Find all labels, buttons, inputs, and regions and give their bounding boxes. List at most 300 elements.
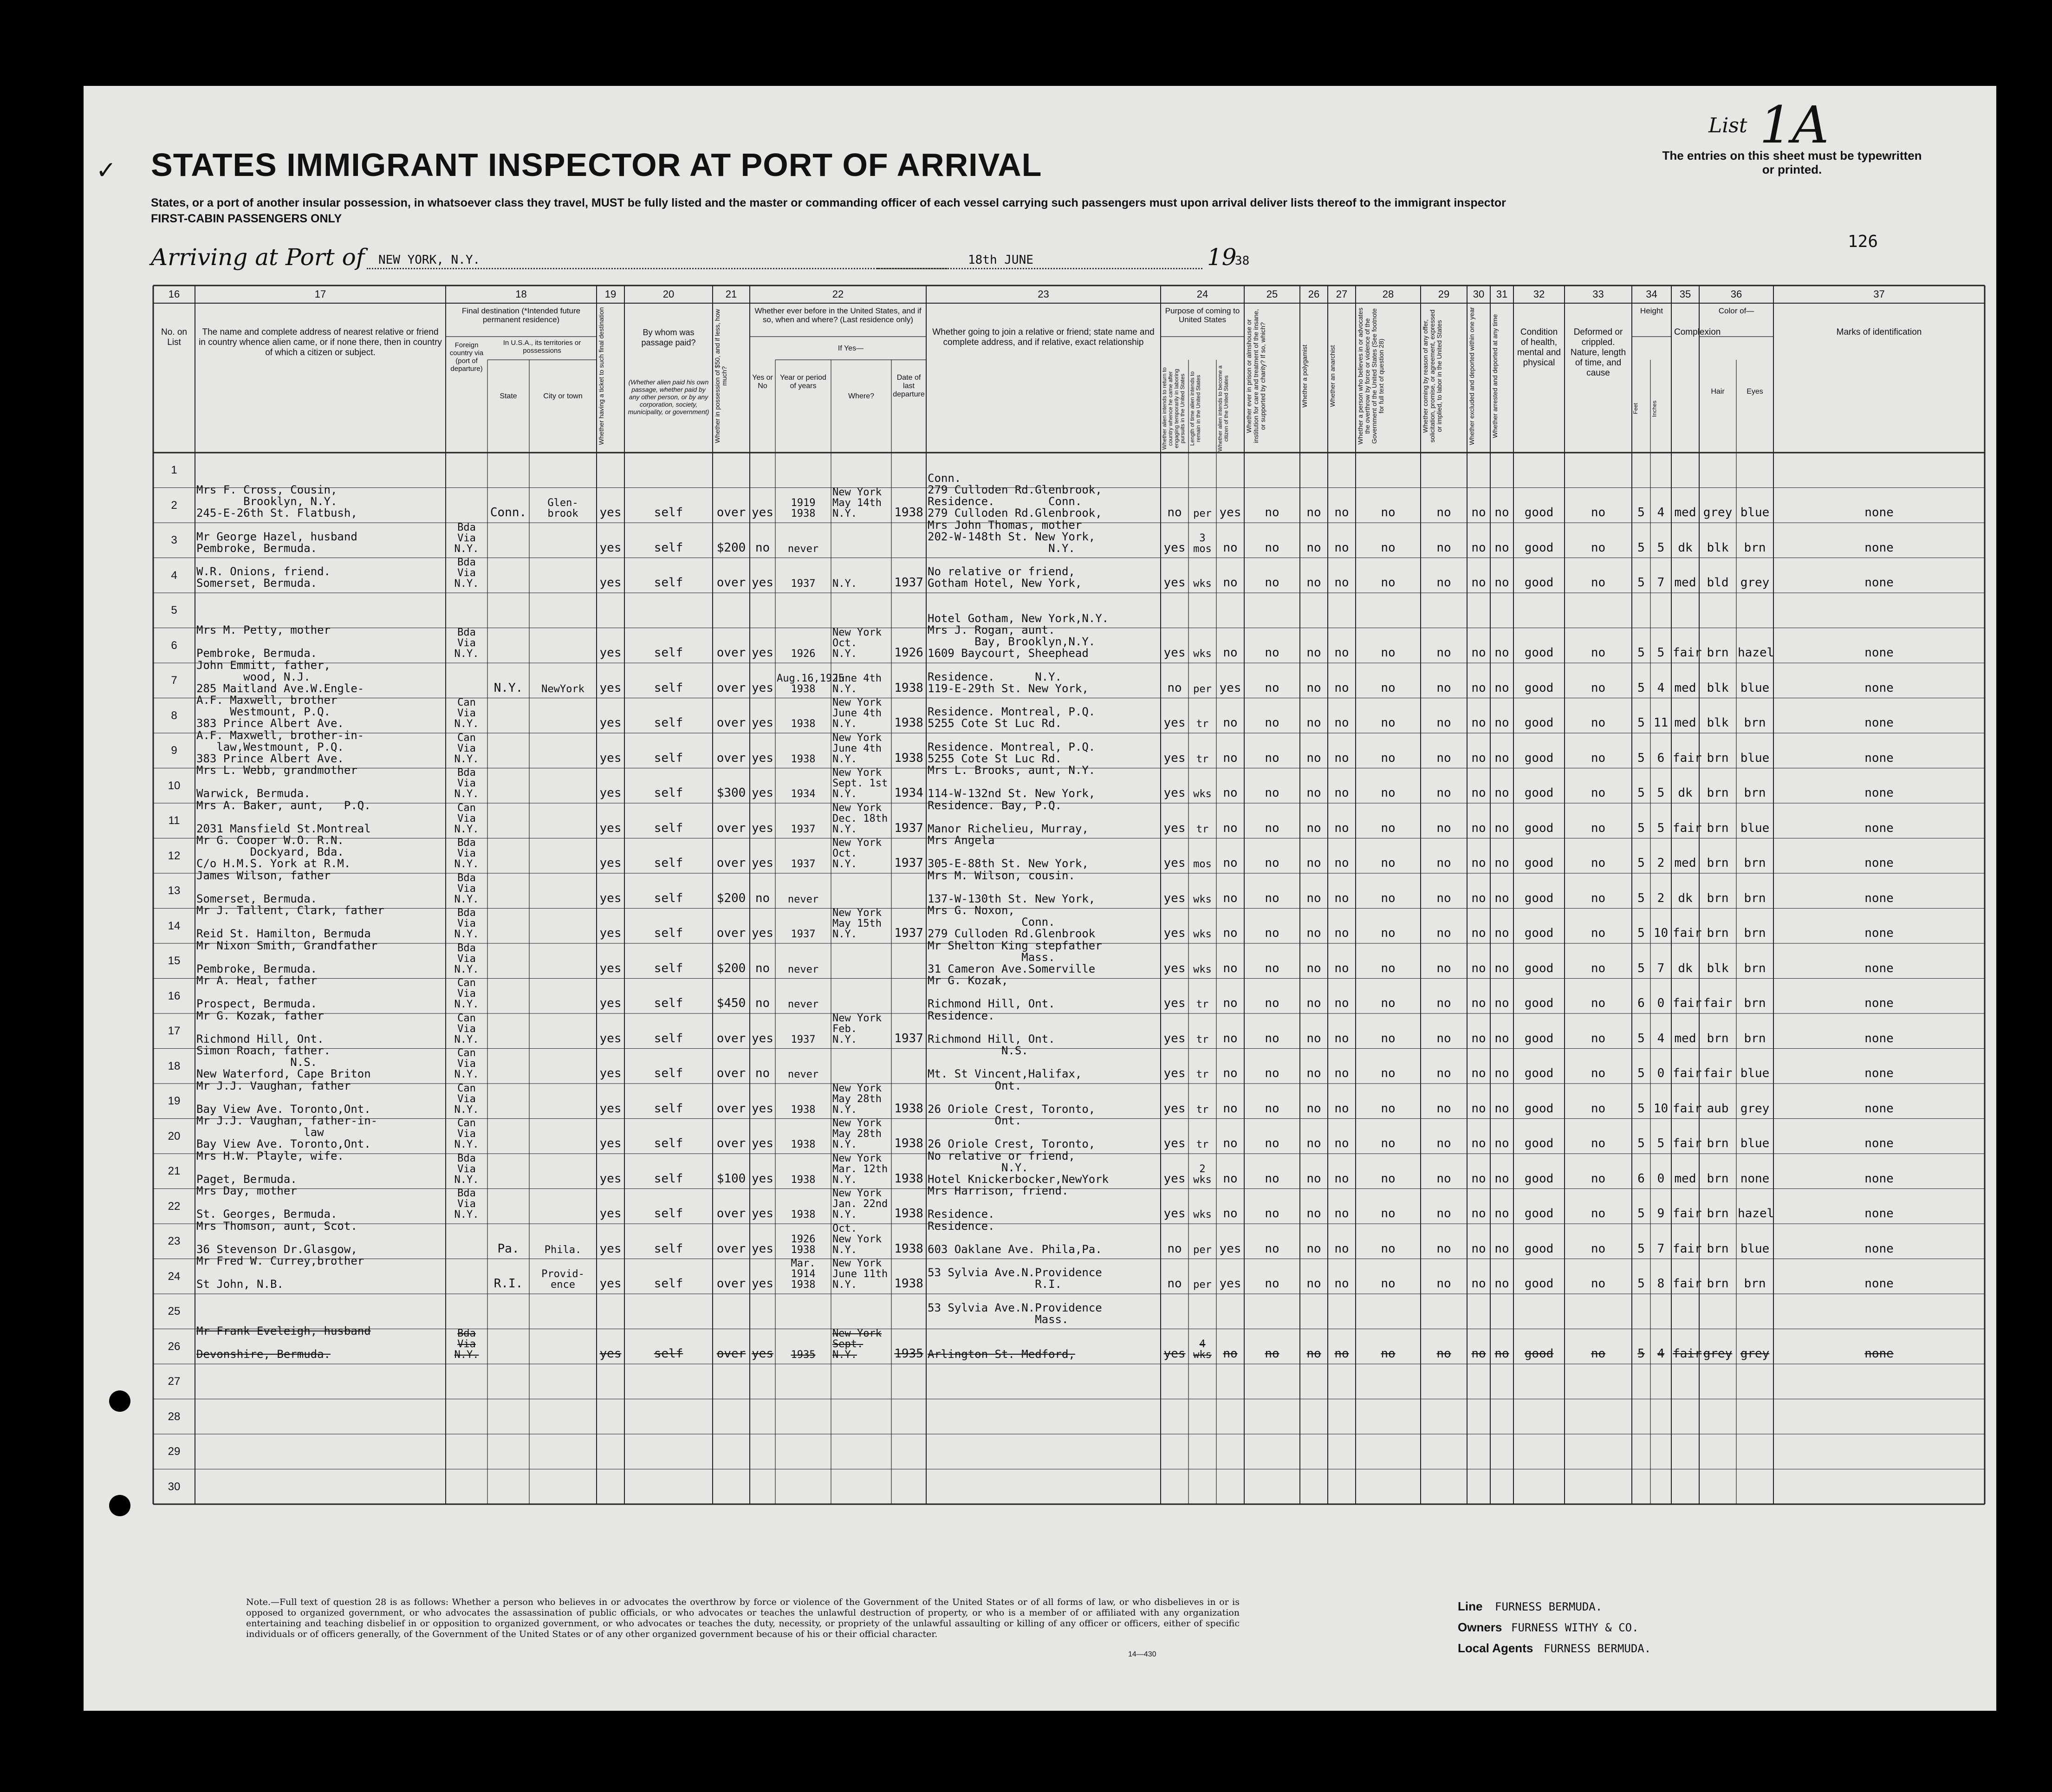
- subheader-last-departure: Date of last departure: [893, 374, 925, 398]
- cell-col-22b: 1935: [791, 1349, 816, 1361]
- column-number-25: 25: [1266, 288, 1278, 300]
- cell-col-21: $200: [716, 961, 746, 975]
- cell-col-37: none: [1864, 540, 1894, 555]
- cell-col-31: no: [1494, 540, 1509, 555]
- cell-col-20: self: [654, 506, 683, 519]
- cell-col-29: no: [1436, 540, 1451, 555]
- cell-col-21: $450: [716, 996, 746, 1010]
- cell-col-36b: brn: [1744, 540, 1766, 555]
- cell-col-21: $200: [716, 540, 746, 555]
- cell-col-22b: 1938: [791, 1209, 816, 1221]
- cell-col-34a: 5: [1637, 961, 1645, 975]
- cell-col-31: no: [1494, 926, 1509, 940]
- cell-col-35: fair: [1673, 1347, 1702, 1361]
- cell-col-35: fair: [1673, 996, 1702, 1010]
- row-number: 29: [168, 1445, 181, 1458]
- cell-col-20: self: [654, 540, 683, 555]
- line-value: FURNESS BERMUDA.: [1495, 1600, 1603, 1613]
- cell-col-37: none: [1864, 856, 1894, 870]
- cell-col-26: no: [1306, 540, 1321, 555]
- row-number: 23: [168, 1235, 181, 1247]
- column-number-31: 31: [1496, 288, 1508, 300]
- cell-col-23: Mrs J. Rogan, aunt. Bay, Brooklyn,N.Y. 1609 Baycourt, Sheephead: [928, 623, 1096, 660]
- cell-col-26: no: [1306, 1277, 1321, 1291]
- cell-col-30: no: [1471, 1066, 1486, 1080]
- cell-col-31: no: [1494, 1031, 1509, 1045]
- cell-col-24a: yes: [1163, 856, 1186, 870]
- cell-col-36b: blue: [1740, 1136, 1770, 1150]
- cell-col-24c: no: [1223, 1207, 1238, 1221]
- cell-col-22c: New York Oct. N.Y.: [832, 627, 882, 660]
- list-value: 1A: [1760, 95, 1829, 155]
- cell-col-22a: yes: [752, 1136, 773, 1150]
- subheader-city: City or town: [543, 392, 583, 400]
- cell-col-34a: 5: [1637, 1241, 1645, 1256]
- cell-col-17: Mr A. Heal, father Prospect, Bermuda.: [196, 974, 318, 1010]
- cell-col-29: no: [1436, 1136, 1451, 1150]
- cell-col-24a: yes: [1163, 751, 1186, 765]
- cell-col-25: no: [1265, 926, 1279, 940]
- cell-col-34b: 0: [1657, 1066, 1665, 1080]
- cell-col-37: none: [1864, 1241, 1894, 1256]
- cell-col-34a: 5: [1637, 646, 1645, 660]
- cell-col-25: no: [1265, 751, 1279, 765]
- cell-col-20: self: [654, 1277, 683, 1291]
- cell-col-25: no: [1265, 1066, 1279, 1080]
- cell-col-34a: 5: [1637, 716, 1645, 730]
- cell-col-24c: no: [1223, 891, 1238, 905]
- cell-col-22d: 1938: [894, 751, 923, 765]
- cell-col-19: yes: [599, 926, 622, 940]
- cell-col-31: no: [1494, 821, 1509, 835]
- column-header-27: Whether an anarchist: [1329, 345, 1336, 407]
- cell-col-24b: tr: [1196, 999, 1209, 1010]
- cell-col-22a: yes: [752, 1031, 773, 1045]
- cell-col-35: fair: [1673, 821, 1702, 835]
- cell-col-22d: 1938: [894, 1101, 923, 1116]
- cell-col-19: yes: [599, 1277, 622, 1291]
- cell-col-37: none: [1864, 786, 1894, 800]
- cell-col-24a: yes: [1163, 1101, 1186, 1116]
- cell-col-23: Residence. N.Y. 119-E-29th St. New York,: [928, 670, 1089, 695]
- cell-col-36b: brn: [1744, 786, 1766, 800]
- cell-col-31: no: [1494, 961, 1509, 975]
- column-number-21: 21: [725, 288, 737, 300]
- cell-col-25: no: [1265, 540, 1279, 555]
- cell-col-17: Mr Nixon Smith, Grandfather Pembroke, Bermuda.: [196, 939, 378, 975]
- cell-col-19: yes: [599, 961, 622, 975]
- cell-col-36a: brn: [1707, 926, 1729, 940]
- column-header-19: Whether having a ticket to such final destination: [597, 307, 605, 445]
- question-28-footnote: Note.—Full text of question 28 is as follows: Whether a person who believes in or advocates the overthrow by force or violence of the Government of the United States or of all forms of law, or who disbelieves in or is opposed to organized government, or who advocates the assassination of public officials, or who advocates or teaches the unlawful destruction of property, or who is a member of or affiliated with any organization entertaining and teaching disbelief in or opposition to organized government, or who advocates or teaches the duty, necessity, or propriety of the unlawful assaulting or killing of any officer or officers, either of specific individuals or of officers generally, of the Government of the United States or of any other organized government because of his or their official character.: [246, 1597, 1240, 1639]
- row-number: 2: [171, 499, 177, 512]
- cell-col-35: dk: [1678, 961, 1693, 975]
- cell-col-32: good: [1524, 540, 1554, 555]
- cell-col-34b: 2: [1657, 856, 1665, 870]
- cell-col-21: over: [716, 1066, 746, 1080]
- cell-col-31: no: [1494, 751, 1509, 765]
- cell-col-22b: 1934: [791, 788, 816, 800]
- subheader-state: State: [500, 392, 517, 400]
- cell-col-21: over: [716, 1241, 746, 1256]
- cell-col-27: no: [1334, 751, 1349, 765]
- cell-col-30: no: [1471, 926, 1486, 940]
- cell-col-33: no: [1591, 1171, 1606, 1186]
- cell-col-23: Mrs John Thomas, mother 202-W-148th St. New York, N.Y.: [928, 518, 1096, 555]
- cell-col-27: no: [1334, 646, 1349, 660]
- cell-col-37: none: [1864, 1207, 1894, 1221]
- cell-col-25: no: [1265, 1277, 1279, 1291]
- cell-col-27: no: [1334, 996, 1349, 1010]
- cell-col-17: John Emmitt, father, wood, N.J. 285 Maitland Ave.W.Engle-: [196, 658, 364, 695]
- cell-col-22a: yes: [752, 751, 773, 765]
- cell-col-31: no: [1494, 681, 1509, 695]
- cell-col-23: Residence. Bay, P.Q. Manor Richelieu, Murray,: [928, 799, 1089, 835]
- cell-col-24a: no: [1167, 1277, 1182, 1291]
- cell-col-33: no: [1591, 681, 1606, 695]
- cell-col-22a: no: [755, 1066, 770, 1080]
- cell-col-33: no: [1591, 1347, 1606, 1361]
- cell-col-20: self: [654, 1101, 683, 1116]
- cell-col-34b: 5: [1657, 646, 1665, 660]
- column-header-34: Height: [1640, 306, 1663, 315]
- cell-col-33: no: [1591, 786, 1606, 800]
- cell-col-22a: yes: [752, 1101, 773, 1116]
- cell-col-21: over: [716, 646, 746, 660]
- cell-col-27: no: [1334, 576, 1349, 590]
- cell-col-27: no: [1334, 961, 1349, 975]
- cell-col-36a: fair: [1703, 996, 1733, 1010]
- cell-col-29: no: [1436, 716, 1451, 730]
- cell-col-19: yes: [599, 996, 622, 1010]
- cell-col-32: good: [1524, 506, 1554, 519]
- cell-col-36b: blue: [1740, 751, 1770, 765]
- cell-col-35: med: [1674, 1031, 1696, 1045]
- cell-col-22c: New York June 4th N.Y.: [832, 697, 882, 730]
- cell-col-18b: Pa.: [497, 1241, 519, 1256]
- cell-col-29: no: [1436, 1066, 1451, 1080]
- cell-col-22b: 1938: [791, 753, 816, 765]
- cell-col-24b: wks: [1193, 928, 1212, 940]
- column-header-35: Complexion: [1674, 327, 1721, 337]
- cell-col-29: no: [1436, 1031, 1451, 1045]
- cell-col-24b: wks: [1193, 788, 1212, 800]
- cell-col-20: self: [654, 751, 683, 765]
- cell-col-24c: no: [1223, 751, 1238, 765]
- cell-col-20: self: [654, 996, 683, 1010]
- cell-col-28: no: [1381, 751, 1396, 765]
- cell-col-22d: 1938: [894, 506, 923, 519]
- cell-col-29: no: [1436, 1171, 1451, 1186]
- cell-col-33: no: [1591, 821, 1606, 835]
- cell-col-21: over: [716, 1207, 746, 1221]
- cell-col-30: no: [1471, 751, 1486, 765]
- cell-col-32: good: [1524, 576, 1554, 590]
- cell-col-37: none: [1864, 821, 1894, 835]
- cell-col-23: 53 Sylvia Ave.N.Providence Mass.: [928, 1301, 1102, 1326]
- cell-col-34b: 4: [1657, 1347, 1665, 1361]
- cell-col-20: self: [654, 681, 683, 695]
- cell-col-23: Mrs Angela 305-E-88th St. New York,: [928, 834, 1089, 870]
- cell-col-22b: 1938: [791, 1104, 816, 1116]
- cell-col-32: good: [1524, 1171, 1554, 1186]
- cell-col-20: self: [654, 961, 683, 975]
- cell-col-24b: wks: [1193, 648, 1212, 660]
- instructions-line: States, or a port of another insular possession, in whatsoever class they travel, MUST be fully listed and the master or commanding officer of each vessel carrying such passengers must upon arrival deliver lists thereof to the immigrant inspector: [151, 196, 1506, 209]
- cell-col-17: James Wilson, father Somerset, Bermuda.: [196, 869, 331, 905]
- cell-col-17: Mrs M. Petty, mother Pembroke, Bermuda.: [196, 623, 331, 660]
- cell-col-36b: brn: [1744, 1031, 1766, 1045]
- cell-col-24a: no: [1167, 1241, 1182, 1256]
- cell-col-23: Arlington St. Medford,: [928, 1348, 1075, 1361]
- cell-col-34a: 5: [1637, 821, 1645, 835]
- cell-col-29: no: [1436, 1101, 1451, 1116]
- column-number-33: 33: [1592, 288, 1604, 300]
- cell-col-22a: yes: [752, 856, 773, 870]
- cell-col-24c: no: [1223, 786, 1238, 800]
- cell-col-36b: brn: [1744, 716, 1766, 730]
- cell-col-18c: Glen- brook: [547, 497, 578, 519]
- row-number: 28: [168, 1410, 181, 1423]
- list-label: List: [1708, 114, 1747, 137]
- cell-col-22a: no: [755, 961, 770, 975]
- cell-col-30: no: [1471, 996, 1486, 1010]
- cell-col-27: no: [1334, 1207, 1349, 1221]
- cell-col-25: no: [1265, 506, 1279, 519]
- cell-col-28: no: [1381, 856, 1396, 870]
- subheader-hair: Hair: [1711, 388, 1725, 396]
- column-header-25: Whether ever in prison or almshouse or institution for care and treatment of the insane, or supported by charity? If so, which?: [1245, 309, 1266, 443]
- cell-col-24b: tr: [1196, 753, 1209, 765]
- cell-col-32: good: [1524, 1241, 1554, 1256]
- cell-col-29: no: [1436, 576, 1451, 590]
- cell-col-21: over: [716, 1347, 746, 1361]
- cell-col-34b: 4: [1657, 1031, 1665, 1045]
- cell-col-23: N.S. Mt. St Vincent,Halifax,: [928, 1044, 1082, 1080]
- cell-col-17: Mrs Day, mother St. Georges, Bermuda.: [196, 1184, 338, 1221]
- cell-col-18a: Bda Via N.Y.: [454, 767, 479, 800]
- cell-col-34b: 10: [1653, 926, 1669, 940]
- cell-col-34a: 6: [1637, 996, 1645, 1010]
- cell-col-25: no: [1265, 1101, 1279, 1116]
- row-number: 15: [168, 954, 181, 967]
- cell-col-37: none: [1864, 506, 1894, 519]
- cell-col-26: no: [1306, 1347, 1321, 1361]
- cell-col-33: no: [1591, 540, 1606, 555]
- cell-col-32: good: [1524, 1207, 1554, 1221]
- cell-col-26: no: [1306, 1031, 1321, 1045]
- cell-col-35: med: [1674, 506, 1696, 519]
- cell-col-27: no: [1334, 506, 1349, 519]
- row-number: 8: [171, 709, 177, 722]
- form-number: 14—430: [1128, 1650, 1156, 1658]
- cell-col-33: no: [1591, 1241, 1606, 1256]
- cell-col-37: none: [1864, 1171, 1894, 1186]
- cell-col-17: Mr Frank Eveleigh, husband Devonshire, Bermuda.: [196, 1325, 371, 1361]
- cell-col-18a: Bda Via N.Y.: [454, 907, 479, 940]
- row-number: 17: [168, 1025, 181, 1037]
- cell-col-34b: 5: [1657, 821, 1665, 835]
- cell-col-24a: no: [1167, 506, 1182, 519]
- cell-col-35: dk: [1678, 540, 1693, 555]
- cell-col-22c: New York Mar. 12th N.Y.: [832, 1152, 888, 1186]
- cell-col-34b: 5: [1657, 786, 1665, 800]
- cell-col-22c: New York June 4th N.Y.: [832, 732, 882, 765]
- cell-col-30: no: [1471, 716, 1486, 730]
- cell-col-22d: 1938: [894, 1136, 923, 1150]
- cell-col-21: $100: [716, 1171, 746, 1186]
- row-number: 4: [171, 569, 177, 582]
- cell-col-17: Mr G. Cooper W.O. R.N. Dockyard, Bda. C/o H.M.S. York at R.M.: [196, 834, 351, 870]
- cell-col-34a: 5: [1637, 786, 1645, 800]
- cell-col-24b: per: [1193, 508, 1212, 519]
- cell-col-34b: 2: [1657, 891, 1665, 905]
- cell-col-34b: 7: [1657, 576, 1665, 590]
- column-number-17: 17: [314, 288, 326, 300]
- cell-col-33: no: [1591, 891, 1606, 905]
- cell-col-24b: tr: [1196, 1069, 1209, 1080]
- cell-col-22b: 1937: [791, 823, 816, 835]
- cell-col-19: yes: [599, 786, 622, 800]
- cell-col-34a: 5: [1637, 856, 1645, 870]
- page-title: STATES IMMIGRANT INSPECTOR AT PORT OF ARRIVAL: [151, 147, 1042, 183]
- cell-col-37: none: [1864, 1066, 1894, 1080]
- column-header-17: The name and complete address of nearest relative or friend in country whence alien came, or if none there, then in country of which a citizen or subject.: [199, 327, 442, 357]
- cell-col-29: no: [1436, 786, 1451, 800]
- cell-col-24a: yes: [1163, 821, 1186, 835]
- date-value: 18th JUNE: [968, 253, 1033, 267]
- cell-col-24c: no: [1223, 961, 1238, 975]
- cell-col-24c: no: [1223, 540, 1238, 555]
- cell-col-30: no: [1471, 1031, 1486, 1045]
- cell-col-22c: New York May 28th N.Y.: [832, 1117, 882, 1150]
- cell-col-24c: no: [1223, 646, 1238, 660]
- cell-col-28: no: [1381, 786, 1396, 800]
- cell-col-35: med: [1674, 856, 1696, 870]
- column-header-18: Final destination (*Intended future permanent residence): [461, 306, 581, 324]
- cell-col-26: no: [1306, 1101, 1321, 1116]
- cell-col-21: over: [716, 856, 746, 870]
- cell-col-22c: New York May 14th N.Y.: [832, 487, 882, 519]
- cell-col-32: good: [1524, 646, 1554, 660]
- row-number: 12: [168, 849, 181, 862]
- cell-col-31: no: [1494, 891, 1509, 905]
- cell-col-17: Mr Fred W. Currey,brother St John, N.B.: [196, 1254, 364, 1291]
- cell-col-25: no: [1265, 1031, 1279, 1045]
- cell-col-26: no: [1306, 1171, 1321, 1186]
- cell-col-20: self: [654, 1066, 683, 1080]
- cell-col-22d: 1935: [894, 1347, 923, 1361]
- cell-col-35: fair: [1673, 1241, 1702, 1256]
- cell-col-35: fair: [1673, 1277, 1702, 1291]
- cell-col-37: none: [1864, 891, 1894, 905]
- cell-col-18b: R.I.: [494, 1277, 523, 1291]
- cell-col-21: over: [716, 716, 746, 730]
- cell-col-31: no: [1494, 1241, 1509, 1256]
- cell-col-36a: grey: [1703, 1347, 1733, 1361]
- cell-col-22a: yes: [752, 716, 773, 730]
- column-number-24: 24: [1196, 288, 1208, 300]
- cell-col-36b: blue: [1740, 506, 1770, 519]
- cell-col-24b: 4 wks: [1193, 1338, 1212, 1361]
- cell-col-17: A.F. Maxwell, brother Westmount, P.Q. 383 Prince Albert Ave.: [196, 694, 344, 730]
- cell-col-18a: Bda Via N.Y.: [454, 1188, 479, 1221]
- row-number: 16: [168, 989, 181, 1002]
- cell-col-34a: 5: [1637, 1031, 1645, 1045]
- cell-col-23: No relative or friend, Gotham Hotel, New York,: [928, 565, 1082, 590]
- cell-col-22d: 1937: [894, 576, 923, 590]
- cell-col-33: no: [1591, 506, 1606, 519]
- cell-col-19: yes: [599, 821, 622, 835]
- cell-col-34b: 5: [1657, 540, 1665, 555]
- row-number: 1: [171, 464, 177, 476]
- cell-col-36a: grey: [1703, 506, 1733, 519]
- agents-label: Local Agents: [1458, 1641, 1533, 1655]
- cell-col-35: med: [1674, 681, 1696, 695]
- cell-col-37: none: [1864, 646, 1894, 660]
- cell-col-31: no: [1494, 716, 1509, 730]
- cell-col-22a: yes: [752, 576, 773, 590]
- cell-col-21: $300: [716, 786, 746, 800]
- cell-col-26: no: [1306, 1241, 1321, 1256]
- cell-col-32: good: [1524, 786, 1554, 800]
- cell-col-29: no: [1436, 751, 1451, 765]
- subheader-eyes: Eyes: [1747, 388, 1763, 396]
- cell-col-27: no: [1334, 1031, 1349, 1045]
- cell-col-23: Mr G. Kozak, Richmond Hill, Ont.: [928, 974, 1055, 1010]
- cell-col-19: yes: [599, 1241, 622, 1256]
- cell-col-27: no: [1334, 1277, 1349, 1291]
- cell-col-22d: 1937: [894, 821, 923, 835]
- cell-col-19: yes: [599, 506, 622, 519]
- cell-col-33: no: [1591, 1066, 1606, 1080]
- cell-col-24a: yes: [1163, 891, 1186, 905]
- cell-col-34a: 5: [1637, 576, 1645, 590]
- cell-col-22c: New York Sept. N.Y.: [832, 1328, 882, 1361]
- cell-col-30: no: [1471, 506, 1486, 519]
- cell-col-34a: 6: [1637, 1171, 1645, 1186]
- cell-col-31: no: [1494, 1101, 1509, 1116]
- cell-col-33: no: [1591, 1101, 1606, 1116]
- cell-col-22b: 1938: [791, 718, 816, 730]
- cell-col-31: no: [1494, 1066, 1509, 1080]
- cell-col-27: no: [1334, 786, 1349, 800]
- cell-col-28: no: [1381, 1241, 1396, 1256]
- cell-col-25: no: [1265, 1136, 1279, 1150]
- cell-col-33: no: [1591, 1207, 1606, 1221]
- cell-col-24b: 2 wks: [1193, 1163, 1212, 1186]
- cell-col-22a: yes: [752, 926, 773, 940]
- column-header-37: Marks of identification: [1836, 327, 1922, 337]
- cell-col-22d: 1938: [894, 1207, 923, 1221]
- cell-col-34a: 5: [1637, 751, 1645, 765]
- cell-col-29: no: [1436, 646, 1451, 660]
- cell-col-35: fair: [1673, 926, 1702, 940]
- cell-col-32: good: [1524, 856, 1554, 870]
- cell-col-26: no: [1306, 856, 1321, 870]
- cell-col-25: no: [1265, 821, 1279, 835]
- cell-col-32: good: [1524, 681, 1554, 695]
- cell-col-29: no: [1436, 856, 1451, 870]
- cell-col-24a: yes: [1163, 961, 1186, 975]
- cell-col-29: no: [1436, 681, 1451, 695]
- cell-col-19: yes: [599, 856, 622, 870]
- cell-col-35: med: [1674, 576, 1696, 590]
- cell-col-24c: no: [1223, 1031, 1238, 1045]
- cell-col-30: no: [1471, 576, 1486, 590]
- cell-col-34a: 5: [1637, 891, 1645, 905]
- cell-col-25: no: [1265, 716, 1279, 730]
